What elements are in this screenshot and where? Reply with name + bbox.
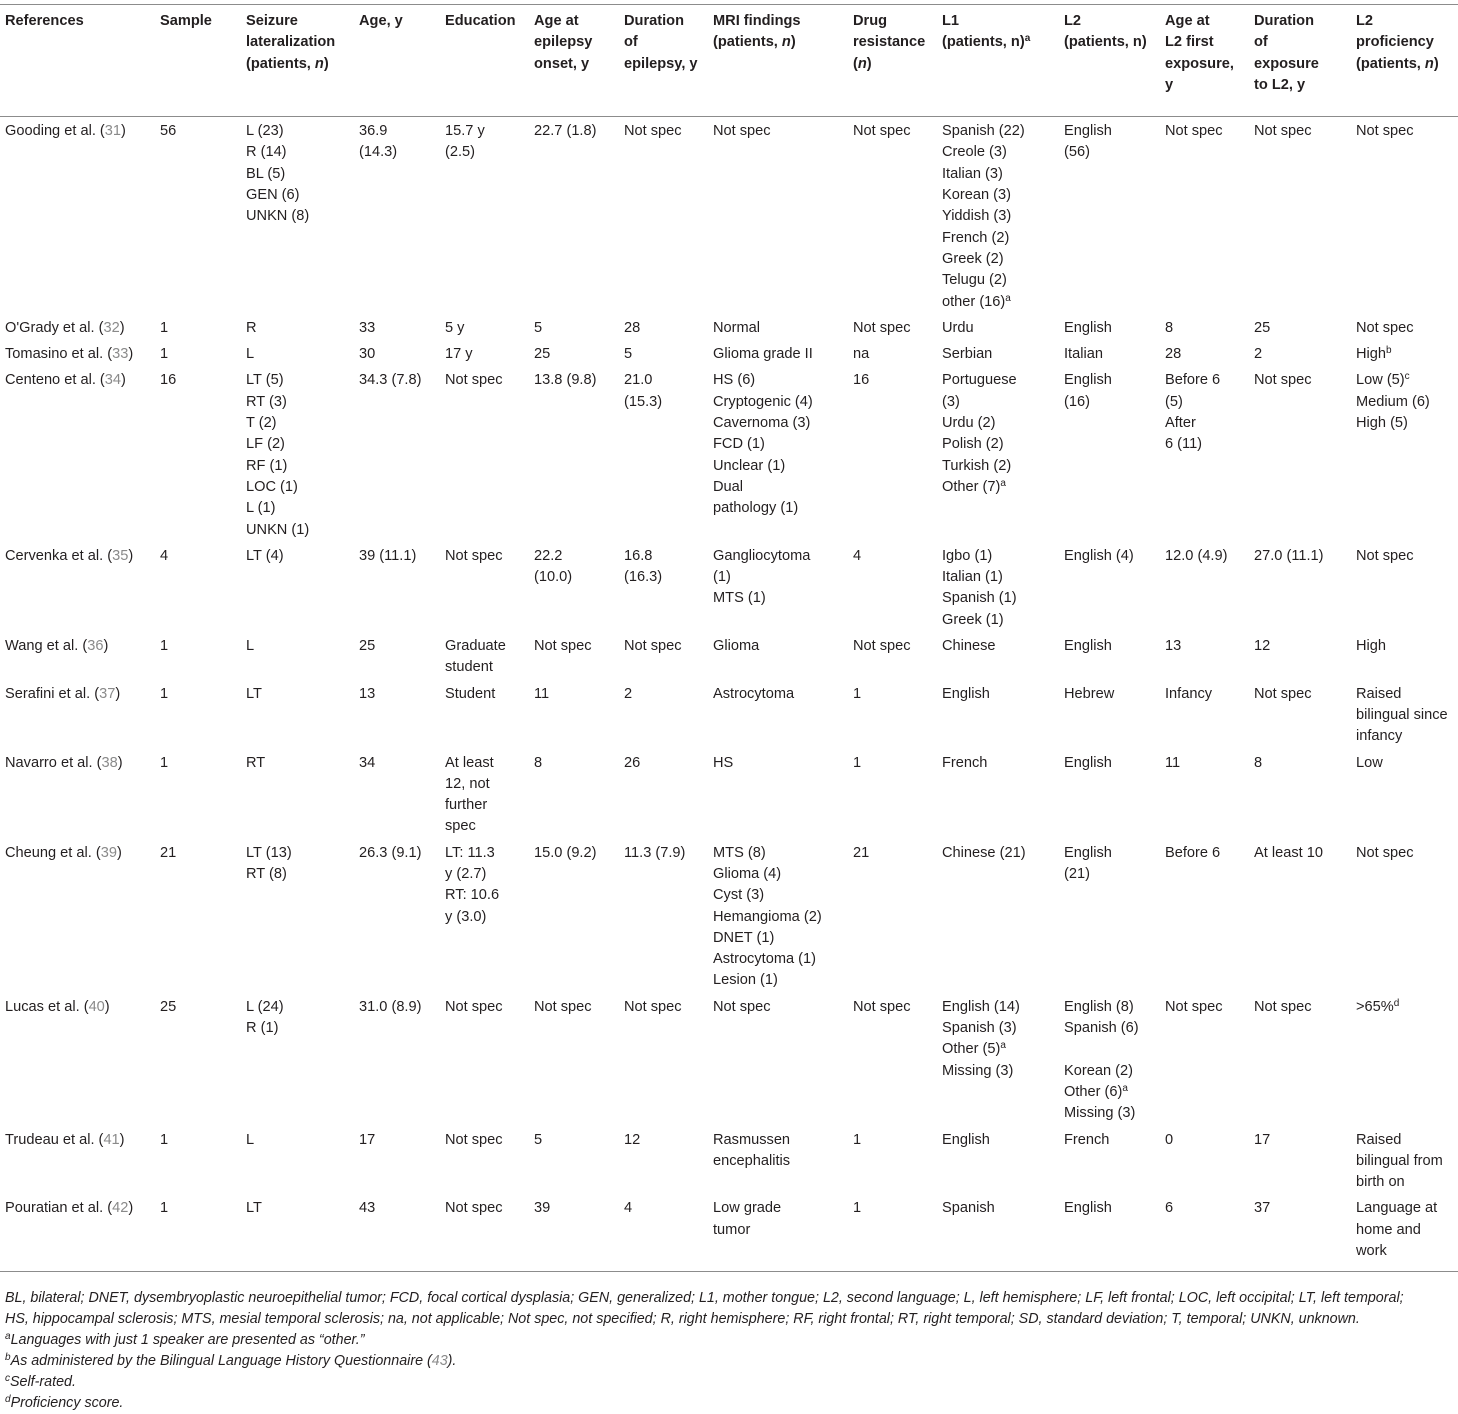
cell-reference: Gooding et al. (31) xyxy=(5,123,126,140)
cell-lat: LT (5) RT (3) T (2) LF (2) RF (1) LOC (1) L (1) UNKN (1) xyxy=(246,372,310,538)
citation-link[interactable]: 35 xyxy=(112,547,129,564)
cell-reference: Cheung et al. (39) xyxy=(5,844,122,861)
cell-reference: Pouratian et al. (42) xyxy=(0,1194,155,1271)
cell-drug: Not spec xyxy=(853,998,911,1015)
cell-l1: English xyxy=(942,685,990,702)
cell-prof: Raised bilingual since infancy xyxy=(1356,685,1448,745)
cell-l2: English (16) xyxy=(1064,372,1112,410)
cell-lat: LT xyxy=(246,685,262,702)
cell-age: 26.3 (9.1) xyxy=(359,844,422,861)
cell-mri: Rasmussen encephalitis xyxy=(713,1131,791,1169)
cell-agel2: 12.0 (4.9) xyxy=(1165,547,1228,564)
cell-mri: Gangliocytoma (1) MTS (1) xyxy=(713,547,811,607)
cell-edu: At least 12, not further spec xyxy=(445,754,494,835)
table-footnotes xyxy=(5,1288,1455,1414)
cell-edu: Not spec xyxy=(440,1194,529,1271)
header-l1: L1 (patients, n)$^a$ xyxy=(937,5,1059,117)
cell-durl2: 12 xyxy=(1254,638,1271,655)
cell-durl2: Not spec xyxy=(1254,998,1312,1015)
header-seizure-lateralization: Seizure lateralization (patients, n) xyxy=(241,5,354,117)
cell-agel2: 13 xyxy=(1165,638,1182,655)
cell-durl2: 37 xyxy=(1249,1194,1351,1271)
cell-dur: 12 xyxy=(624,1131,641,1148)
cell-prof: Not spec xyxy=(1356,547,1414,564)
cell-edu: Not spec xyxy=(445,1131,503,1148)
cell-dur: 11.3 (7.9) xyxy=(624,844,686,861)
cell-lat: R xyxy=(246,319,257,336)
cell-reference: Wang et al. (36) xyxy=(5,638,109,655)
cell-onset: 5 xyxy=(534,1131,543,1148)
cell-dur: 5 xyxy=(624,346,633,363)
citation-link[interactable]: 40 xyxy=(88,998,105,1015)
cell-reference: Navarro et al. (38) xyxy=(5,754,123,771)
cell-age: 17 xyxy=(359,1131,376,1148)
cell-durl2: 25 xyxy=(1254,319,1271,336)
cell-l1: Portuguese (3) Urdu (2) Polish (2) Turkish (2) Other $(7)^a$ xyxy=(942,372,1017,495)
cell-onset: 22.7 (1.8) xyxy=(534,123,597,140)
footnote-abbreviations-1: BL, bilateral; DNET, dysembryoplastic neuroepithelial tumor; FCD, focal cortical dysplasia; GEN, generalized; L1, mother tongue; L2, second language; L, left hemisphere; LF, left frontal; LOC, left occipital; LT, left temporal; xyxy=(5,1290,1404,1306)
cell-drug: Not spec xyxy=(853,638,911,655)
citation-link[interactable]: 37 xyxy=(99,685,116,702)
cell-sample: 25 xyxy=(160,998,177,1015)
cell-sample: 1 xyxy=(160,638,169,655)
cell-mri: HS xyxy=(713,754,734,771)
cell-agel2: 11 xyxy=(1165,754,1181,771)
cell-prof: Not spec xyxy=(1356,123,1414,140)
cell-prof: >65%$^d$ xyxy=(1356,997,1400,1015)
table-row xyxy=(0,366,1458,541)
citation-link[interactable]: 32 xyxy=(103,319,120,336)
cell-edu: 17 y xyxy=(445,346,473,363)
cell-drug: 1 xyxy=(853,685,862,702)
cell-reference: Lucas et al. (40) xyxy=(5,998,110,1015)
cell-agel2: 28 xyxy=(1165,346,1182,363)
cell-age: 39 (11.1) xyxy=(359,547,417,564)
cell-agel2: Before 6 xyxy=(1165,844,1221,861)
cell-durl2: 2 xyxy=(1254,346,1263,363)
cell-durl2: 8 xyxy=(1254,754,1263,771)
cell-prof: Raised bilingual from birth on xyxy=(1356,1131,1443,1191)
cell-edu: Not spec xyxy=(445,372,503,389)
cell-sample: 1 xyxy=(160,685,169,702)
cell-onset: 5 xyxy=(534,319,543,336)
cell-agel2: 6 xyxy=(1160,1194,1249,1271)
cell-l1: Chinese xyxy=(942,638,996,655)
cell-reference: Centeno et al. (34) xyxy=(5,372,126,389)
cell-edu: 5 y xyxy=(445,319,465,336)
cell-mri: MTS (8) Glioma (4) Cyst (3) Hemangioma (2) DNET (1) Astrocytoma (1) Lesion (1) xyxy=(713,844,822,989)
header-row xyxy=(0,5,1458,117)
footnote-b: $^b$As administered by the Bilingual Language History Questionnaire (43). xyxy=(5,1352,457,1369)
table-body xyxy=(0,117,1458,1272)
cell-durl2: Not spec xyxy=(1254,372,1312,389)
cell-sample: 1 xyxy=(160,1131,169,1148)
header-mri-findings: MRI findings (patients, n) xyxy=(708,5,848,117)
cell-lat: LT (4) xyxy=(246,547,284,564)
cell-sample: 21 xyxy=(160,844,177,861)
cell-drug: 4 xyxy=(853,547,862,564)
cell-edu: LT: 11.3 y (2.7) RT: 10.6 y (3.0) xyxy=(445,844,500,925)
cell-dur: 4 xyxy=(619,1194,708,1271)
cell-l2: English (56) xyxy=(1064,123,1112,161)
cell-sample: 1 xyxy=(160,319,169,336)
cell-l1: Serbian xyxy=(942,346,993,363)
cell-dur: Not spec xyxy=(624,638,682,655)
header-age: Age, y xyxy=(354,5,440,117)
header-l2-proficiency: L2 proficiency (patients, n) xyxy=(1351,5,1458,117)
cell-drug: na xyxy=(853,346,870,363)
cell-l1: Urdu xyxy=(942,319,974,336)
cell-dur: Not spec xyxy=(624,998,682,1015)
cell-mri: Not spec xyxy=(713,123,771,140)
cell-l2: English xyxy=(1064,754,1112,771)
cell-drug: 1 xyxy=(853,754,862,771)
cell-lat: L xyxy=(246,346,255,363)
cell-l1: Igbo (1) Italian (1) Spanish (1) Greek (1) xyxy=(942,547,1017,628)
cell-sample: 16 xyxy=(160,372,177,389)
cell-lat: LT xyxy=(241,1194,354,1271)
table-row xyxy=(0,542,1458,632)
cell-l1: Spanish xyxy=(937,1194,1059,1271)
table-row xyxy=(0,117,1458,314)
cell-durl2: Not spec xyxy=(1254,123,1312,140)
cell-durl2: 27.0 (11.1) xyxy=(1254,547,1324,564)
cell-l2: Italian xyxy=(1064,346,1103,363)
cell-l1: Chinese (21) xyxy=(942,844,1026,861)
header-age-at-onset: Age at epilepsy onset, y xyxy=(529,5,619,117)
citation-link[interactable]: 33 xyxy=(112,346,129,363)
cell-edu: Not spec xyxy=(445,998,503,1015)
cell-onset: 22.2 (10.0) xyxy=(534,547,573,586)
cell-reference: Tomasino et al. (33) xyxy=(5,346,134,363)
table-row xyxy=(0,632,1458,680)
header-age-at-l2-exposure: Age at L2 first exposure, y xyxy=(1160,5,1249,117)
footnote-c: $^c$Self-rated. xyxy=(5,1373,76,1390)
cell-drug: 1 xyxy=(853,1131,862,1148)
cell-age: 25 xyxy=(359,638,376,655)
cell-reference: Serafini et al. (37) xyxy=(5,685,121,702)
cell-prof: High$^b$ xyxy=(1356,345,1392,363)
cell-onset: 39 xyxy=(529,1194,619,1271)
cell-sample: 4 xyxy=(160,547,169,564)
table-row xyxy=(0,749,1458,839)
cell-edu: 15.7 y (2.5) xyxy=(445,123,485,161)
cell-l2: English (8) Spanish (6) Korean (2) Other $(6)^a$ Missing (3) xyxy=(1064,998,1139,1122)
footnote-a: $^a$Languages with just 1 speaker are presented as “other.” xyxy=(5,1331,365,1348)
cell-l2: English (4) xyxy=(1064,547,1134,564)
cell-mri: Astrocytoma xyxy=(713,685,795,702)
cell-l1: English xyxy=(942,1131,990,1148)
cell-age: 30 xyxy=(359,346,376,363)
footnote-d: $^d$Proficiency score. xyxy=(5,1394,124,1411)
cell-lat: L (24) R (1) xyxy=(246,998,284,1037)
cell-dur: 28 xyxy=(624,319,641,336)
cell-edu: Graduate student xyxy=(445,638,506,676)
cell-dur: 2 xyxy=(624,685,633,702)
cell-reference: O'Grady et al. (32) xyxy=(5,319,125,336)
cell-mri: Glioma xyxy=(713,638,760,655)
cell-age: 31.0 (8.9) xyxy=(359,998,422,1015)
table-row xyxy=(0,340,1458,366)
cell-drug: Not spec xyxy=(853,319,911,336)
cell-age: 33 xyxy=(359,319,376,336)
table-row xyxy=(0,993,1458,1126)
cell-drug: 16 xyxy=(853,372,870,389)
citation-link[interactable]: 43 xyxy=(431,1353,448,1369)
cell-mri: Normal xyxy=(713,319,761,336)
cell-l2: English (21) xyxy=(1064,844,1112,882)
cell-mri: HS (6) Cryptogenic (4) Cavernoma (3) FCD (1) Unclear (1) Dual pathology (1) xyxy=(713,372,813,517)
cell-onset: 13.8 (9.8) xyxy=(534,372,597,389)
citation-link[interactable]: 36 xyxy=(87,638,104,655)
cell-agel2: Not spec xyxy=(1165,998,1223,1015)
cell-sample: 1 xyxy=(155,1194,241,1271)
citation-link[interactable]: 39 xyxy=(100,844,117,861)
cell-drug: 1 xyxy=(848,1194,937,1271)
citation-link[interactable]: 38 xyxy=(101,754,118,771)
cell-dur: 21.0 (15.3) xyxy=(624,372,663,410)
cell-agel2: Not spec xyxy=(1165,123,1223,140)
cell-age: 36.9 (14.3) xyxy=(359,123,398,161)
cell-l2: English xyxy=(1059,1194,1160,1271)
cell-l2: English xyxy=(1064,319,1112,336)
cell-sample: 56 xyxy=(160,123,177,140)
cell-dur: 26 xyxy=(624,754,641,771)
cell-edu: Not spec xyxy=(445,547,503,564)
cell-prof: Not spec xyxy=(1356,844,1414,861)
cell-age: 13 xyxy=(359,685,376,702)
table-row xyxy=(0,680,1458,749)
cell-prof: High xyxy=(1356,638,1387,655)
citation-link[interactable]: 31 xyxy=(104,123,122,140)
cell-prof: Low xyxy=(1356,754,1383,771)
citation-link[interactable]: 41 xyxy=(103,1131,120,1148)
cell-l2: French xyxy=(1064,1131,1110,1148)
citation-link[interactable]: 34 xyxy=(104,372,122,389)
header-l2: L2 (patients, n) xyxy=(1059,5,1160,117)
cell-onset: 8 xyxy=(534,754,543,771)
cell-l2: Hebrew xyxy=(1064,685,1115,702)
header-drug-resistance: Drug resistance (n) xyxy=(848,5,937,117)
cell-lat: L xyxy=(246,1131,255,1148)
cell-drug: Not spec xyxy=(853,123,911,140)
header-duration-of-l2-exposure: Duration of exposure to L2, y xyxy=(1249,5,1351,117)
cell-reference: Trudeau et al. (41) xyxy=(5,1131,125,1148)
cell-durl2: 17 xyxy=(1254,1131,1271,1148)
cell-onset: 15.0 (9.2) xyxy=(534,844,597,861)
header-duration-of-epilepsy: Duration of epilepsy, y xyxy=(619,5,708,117)
cell-sample: 1 xyxy=(160,346,169,363)
cell-prof: Not spec xyxy=(1356,319,1414,336)
cell-onset: 11 xyxy=(534,685,550,702)
cell-sample: 1 xyxy=(160,754,169,771)
cell-l1: English (14) Spanish (3) Other $(5)^a$ Missing (3) xyxy=(942,998,1020,1079)
cell-agel2: 8 xyxy=(1165,319,1174,336)
cell-onset: Not spec xyxy=(534,998,592,1015)
table-row xyxy=(0,839,1458,993)
cell-lat: RT xyxy=(246,754,266,771)
cell-mri: Low grade tumor xyxy=(708,1194,848,1271)
cell-l2: English xyxy=(1064,638,1112,655)
cell-dur: Not spec xyxy=(624,123,682,140)
footnote-abbreviations-2: HS, hippocampal sclerosis; MTS, mesial temporal sclerosis; na, not applicable; Not spec, not specified; R, right hemisphere; RF, right frontal; RT, right temporal; SD, standard deviation; T, temporal; UNKN, unknown. xyxy=(5,1311,1360,1327)
cell-prof: Language at home and work xyxy=(1351,1194,1458,1271)
cell-drug: 21 xyxy=(853,844,870,861)
table-row xyxy=(0,1194,1458,1271)
cell-lat: LT (13) RT (8) xyxy=(246,844,292,882)
cell-lat: L (23) R (14) BL (5) GEN (6) UNKN (8) xyxy=(246,123,310,225)
cell-agel2: 0 xyxy=(1165,1131,1174,1148)
cell-agel2: Before 6 (5) After 6 (11) xyxy=(1165,372,1221,453)
cell-agel2: Infancy xyxy=(1165,685,1213,702)
citation-link[interactable]: 42 xyxy=(112,1200,129,1217)
cell-onset: Not spec xyxy=(534,638,592,655)
cell-l1: Spanish (22) Creole (3) Italian (3) Korean (3) Yiddish (3) French (2) Greek (2) Telugu (2) other $(16)^a$ xyxy=(942,123,1025,310)
cell-edu: Student xyxy=(445,685,496,702)
cell-age: 34.3 (7.8) xyxy=(359,372,422,389)
cell-prof: Low $(5)^c$ Medium (6) High (5) xyxy=(1356,371,1430,432)
cell-durl2: At least 10 xyxy=(1254,844,1323,861)
study-table xyxy=(0,4,1458,1272)
cell-mri: Not spec xyxy=(713,998,771,1015)
header-references: References xyxy=(0,5,155,117)
cell-lat: L xyxy=(246,638,255,655)
cell-durl2: Not spec xyxy=(1254,685,1312,702)
header-education: Education xyxy=(440,5,529,117)
header-sample: Sample xyxy=(155,5,241,117)
cell-dur: 16.8 (16.3) xyxy=(624,547,663,586)
cell-reference: Cervenka et al. (35) xyxy=(5,547,134,564)
cell-age: 34 xyxy=(359,754,376,771)
cell-l1: French xyxy=(942,754,988,771)
table-row xyxy=(0,314,1458,340)
cell-age: 43 xyxy=(354,1194,440,1271)
table-row xyxy=(0,1126,1458,1195)
cell-onset: 25 xyxy=(534,346,551,363)
cell-mri: Glioma grade II xyxy=(713,346,813,363)
